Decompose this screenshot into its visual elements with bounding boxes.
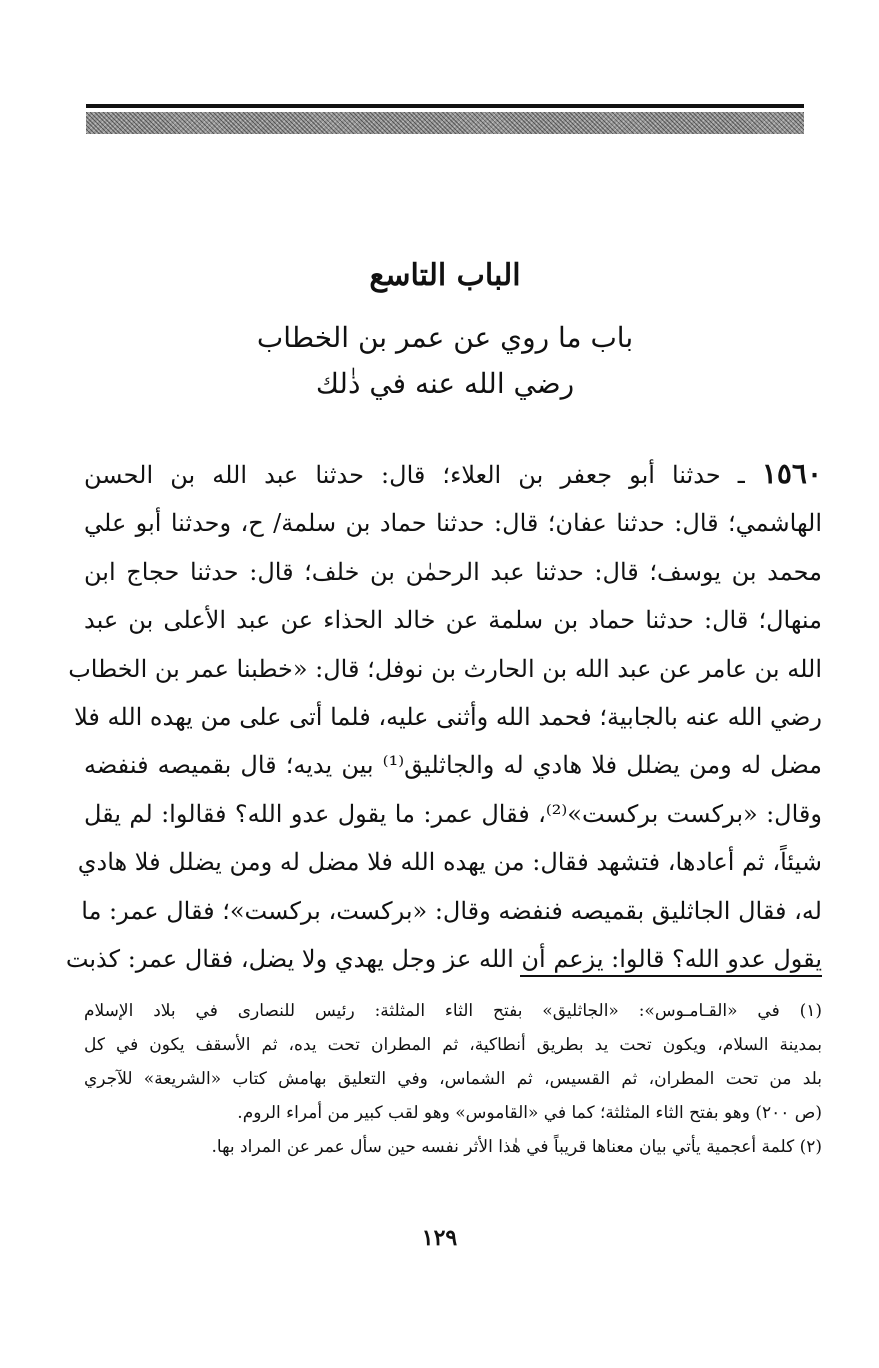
footnote-1-line: (ص ٢٠٠) وهو بفتح الثاء المثلثة؛ كما في «القاموس» وهو لقب كبير من أمراء الروم.: [237, 1103, 822, 1123]
hadith-line: رضي الله عنه بالجابية؛ فحمد الله وأثنى عليه، فلما أتى على من يهده الله فلا: [74, 703, 822, 732]
page-number: ١٢٩: [421, 1225, 458, 1251]
header-pattern-bar: [86, 112, 804, 134]
footnote-2: (٢) كلمة أعجمية يأتي بيان معناها قريباً في هٰذا الأثر نفسه حين سأل عمر عن المراد بها.: [211, 1137, 822, 1157]
section-subtitle-line-1: باب ما روي عن عمر بن الخطاب: [256, 321, 634, 354]
chapter-title: الباب التاسع: [369, 258, 521, 293]
footnote-1-line: بمدينة السلام، ويكون تحت يد بطريق أنطاكية، ثم المطران تحت يده، ثم الأسقف يكون في كل: [84, 1035, 822, 1055]
hadith-body: [65, 450, 822, 983]
hadith-line: محمد بن يوسف؛ قال: حدثنا عبد الرحمٰن بن خلف؛ قال: حدثنا حجاج ابن: [84, 557, 822, 586]
header-rule: [86, 104, 804, 108]
footnote-1-line: بلد من تحت المطران، ثم القسيس، ثم الشماس، وفي التعليق بهامش كتاب «الشريعة» للآجري: [84, 1069, 822, 1089]
footnotes: [84, 994, 822, 1164]
hadith-line: الهاشمي؛ قال: حدثنا عفان؛ قال: حدثنا حماد بن سلمة/ ح، وحدثنا أبو علي: [84, 509, 822, 538]
hadith-line: له، فقال الجاثليق بقميصه فنفضه وقال: «بركست، بركست»؛ فقال عمر: ما: [81, 896, 822, 925]
hadith-line: شيئاً، ثم أعادها، فتشهد فقال: من يهده الله فلا مضل له ومن يضلل فلا هادي: [77, 848, 822, 877]
footnote-1-line: (١) في «القـامـوس»: «الجاثليق» بفتح الثاء المثلثة: رئيس للنصارى في بلاد الإسلام: [84, 1001, 822, 1021]
hadith-line: ١٥٦٠ ـ حدثنا أبو جعفر بن العلاء؛ قال: حدثنا عبد الله بن الحسن: [84, 457, 822, 490]
footnote-separator: [520, 975, 822, 977]
section-subtitle-line-2: رضي الله عنه في ذٰلك: [315, 367, 575, 400]
hadith-line: يقول عدو الله؟ قالوا: يزعم أن الله عز وجل يهدي ولا يضل، فقال عمر: كذبت: [65, 945, 822, 974]
hadith-line: وقال: «بركست بركست»⁽²⁾، فقال عمر: ما يقول عدو الله؟ فقالوا: لم يقل: [84, 799, 822, 828]
hadith-line: منهال؛ قال: حدثنا حماد بن سلمة عن خالد الحذاء عن عبد الأعلى بن عبد: [84, 606, 822, 635]
header-ornament-band: [86, 104, 804, 136]
hadith-number: ١٥٦٠: [761, 457, 822, 490]
hadith-line: مضل له ومن يضلل فلا هادي له والجاثليق⁽¹⁾ بين يديه؛ قال بقميصه فنفضه: [84, 751, 822, 780]
hadith-line: الله بن عامر عن عبد الله بن الحارث بن نوفل؛ قال: «خطبنا عمر بن الخطاب: [68, 654, 822, 683]
